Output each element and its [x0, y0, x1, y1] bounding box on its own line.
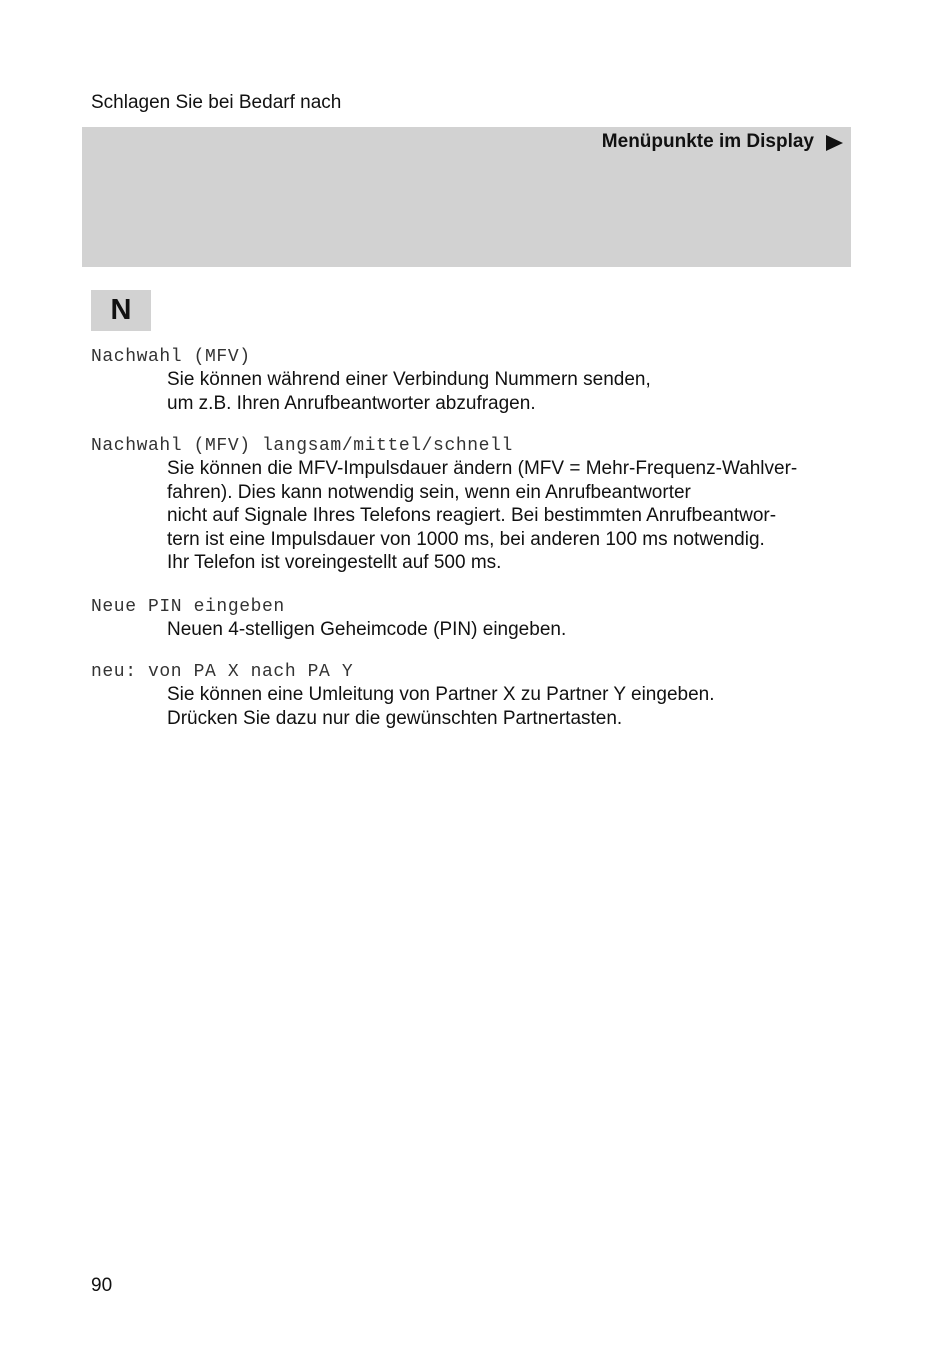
description-line: nicht auf Signale Ihres Telefons reagiert. Bei bestimmten Anrufbeantwor- [167, 505, 777, 526]
description-line: fahren). Dies kann notwendig sein, wenn ein Anrufbeantworter [167, 481, 691, 503]
glossary-entry [91, 435, 797, 575]
entry-term: neu: von PA X nach PA Y [91, 662, 354, 682]
description-line: tern ist eine Impulsdauer von 1000 ms, bei anderen 100 ms notwendig. [167, 528, 765, 550]
entry-description [167, 457, 797, 575]
index-letter: N [91, 290, 151, 331]
description-line: Ihr Telefon ist voreingestellt auf 500 ms. [167, 552, 502, 573]
entry-description [167, 618, 566, 642]
entry-term: Nachwahl (MFV) [91, 347, 251, 367]
description-line: Drücken Sie dazu nur die gewünschten Partnertasten. [167, 707, 623, 729]
description-line: Neuen 4-stelligen Geheimcode (PIN) eingeben. [167, 619, 567, 640]
entry-term: Neue PIN eingeben [91, 597, 285, 617]
description-line: Sie können die MFV-Impulsdauer ändern (MFV = Mehr-Frequenz-Wahlver- [167, 458, 798, 479]
entry-term: Nachwahl (MFV) langsam/mittel/schnell [91, 436, 513, 456]
triangle-right-icon [826, 135, 843, 151]
banner-title-row [602, 130, 843, 154]
description-line: Sie können während einer Verbindung Nummern senden, [167, 369, 651, 390]
description-line: um z.B. Ihren Anrufbeantworter abzufragen. [167, 392, 536, 414]
glossary-entry [91, 346, 651, 415]
description-line: Sie können eine Umleitung von Partner X zu Partner Y eingeben. [167, 684, 715, 705]
glossary-entry [91, 596, 566, 642]
page-number: 90 [91, 1275, 113, 1296]
entry-description [167, 368, 651, 415]
display-menu-banner [82, 127, 851, 267]
glossary-entry [91, 661, 714, 730]
banner-title: Menüpunkte im Display [601, 131, 814, 152]
section-header: Schlagen Sie bei Bedarf nach [91, 92, 342, 113]
entry-description [167, 683, 714, 730]
